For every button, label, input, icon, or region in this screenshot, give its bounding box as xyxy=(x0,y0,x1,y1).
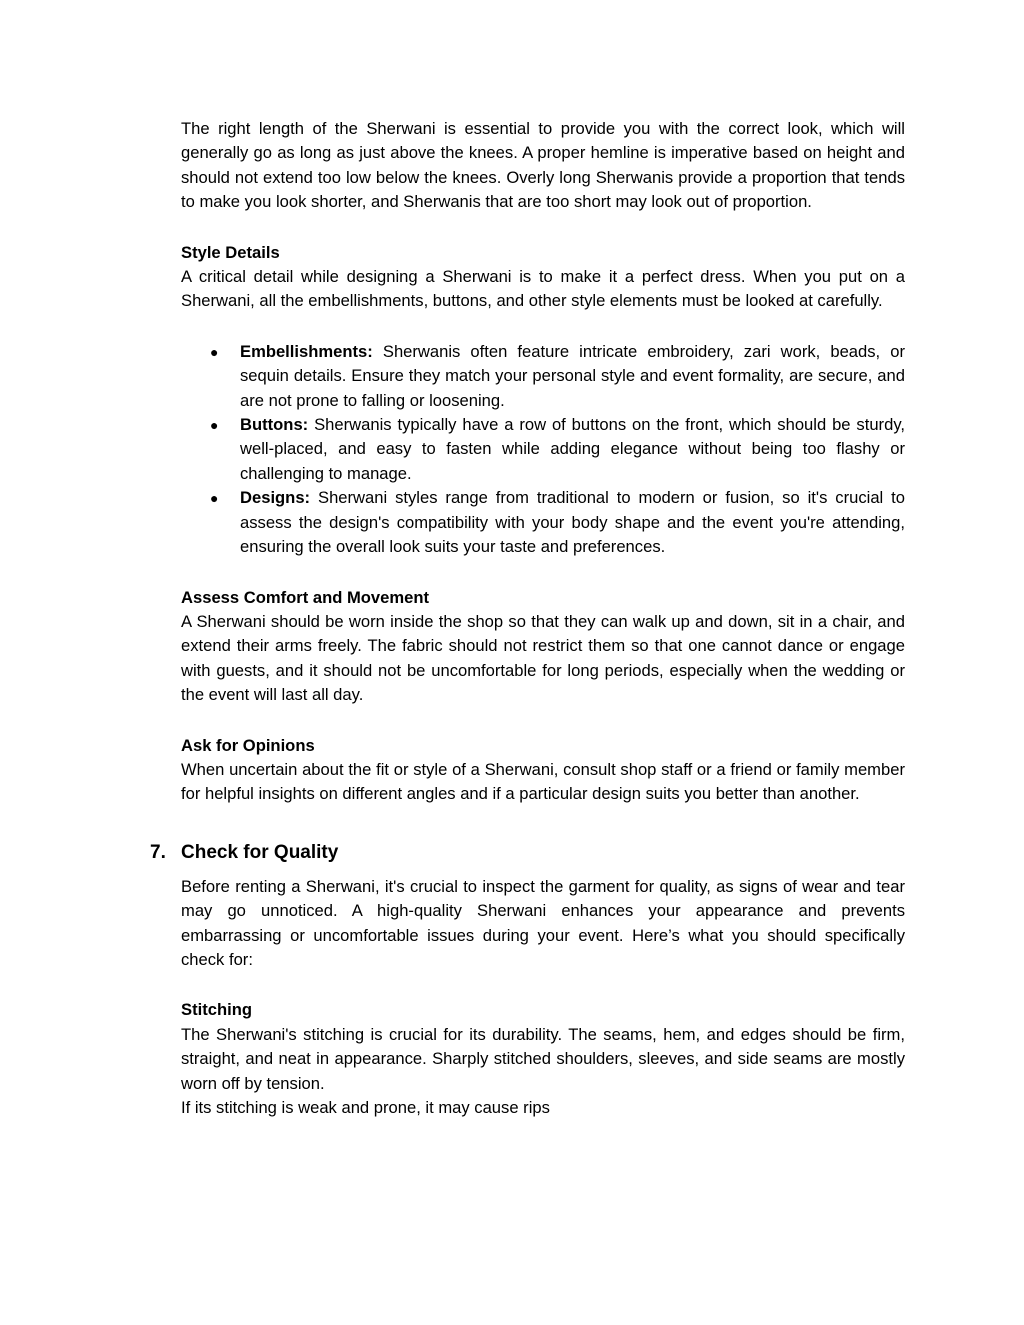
opinions-heading: Ask for Opinions xyxy=(181,735,315,755)
bullet-icon: ● xyxy=(210,490,219,507)
list-item-designs xyxy=(210,486,905,559)
intro-paragraph: The right length of the Sherwani is essential to provide you with the correct look, which will generally go as long as just above the knees. A proper hemline is imperative based on height and should not extend too low below the knees. Overly long Sherwanis provide a proportion that tends to make you look shorter, and Sherwanis that are too short may look out of proportion. xyxy=(181,119,905,212)
stitching-last-line: If its stitching is weak and prone, it may cause rips xyxy=(181,1098,550,1117)
bullet-term: Buttons: xyxy=(240,415,309,435)
bullet-term: Embellishments: xyxy=(240,341,373,361)
section-7-title xyxy=(150,839,905,867)
style-elements-list xyxy=(181,340,905,560)
bullet-text: Sherwanis typically have a row of buttons on the front, which should be sturdy, well-placed, and easy to fasten while adding elegance without being too flashy or challenging to manage. xyxy=(240,415,905,483)
bullet-icon: ● xyxy=(210,417,219,434)
section-number: 7. xyxy=(150,841,166,863)
bullet-text: Sherwani styles range from traditional to modern or fusion, so it's crucial to assess the design's compatibility with your body shape and the event you're attending, ensuring the overall look suits your taste and preferences. xyxy=(240,488,905,557)
list-item-embellishments xyxy=(210,340,905,413)
bullet-icon: ● xyxy=(210,343,219,360)
list-item-buttons xyxy=(210,413,905,486)
section-title-text: Check for Quality xyxy=(181,841,339,863)
document-page xyxy=(150,117,905,1120)
bullet-text: Sherwanis often feature intricate embroidery, zari work, beads, or sequin details. Ensure they match your personal style and event formality, are secure, and are not prone to falling or loosening. xyxy=(240,341,905,410)
style-details-paragraph: A critical detail while designing a Sherwani is to make it a perfect dress. When you put on a Sherwani, all the embellishments, buttons, and other style elements must be looked at carefully. xyxy=(181,267,905,311)
comfort-paragraph: A Sherwani should be worn inside the shop so that they can walk up and down, sit in a chair, and extend their arms freely. The fabric should not restrict them so that one cannot dance or engage with guests, and it should not be uncomfortable for long periods, especially when the wedding or the event will last all day. xyxy=(181,611,905,705)
section-7-paragraph: Before renting a Sherwani, it's crucial to inspect the garment for quality, as signs of wear and tear may go unnoticed. A high-quality Sherwani enhances your appearance and prevents embarrassing or uncomfortable issues during your event. Here’s what you should specifically check for: xyxy=(181,876,905,969)
stitching-paragraph: The Sherwani's stitching is crucial for its durability. The seams, hem, and edges should be firm, straight, and neat in appearance. Sharply stitched shoulders, sleeves, and side seams are mostly worn off by tension. xyxy=(181,1024,905,1093)
bullet-term: Designs: xyxy=(240,488,311,508)
stitching-heading: Stitching xyxy=(181,1000,252,1020)
opinions-paragraph: When uncertain about the fit or style of a Sherwani, consult shop staff or a friend or family member for helpful insights on different angles and if a particular design suits you better than another. xyxy=(181,759,905,804)
comfort-heading: Assess Comfort and Movement xyxy=(181,587,430,607)
style-details-heading: Style Details xyxy=(181,242,280,262)
